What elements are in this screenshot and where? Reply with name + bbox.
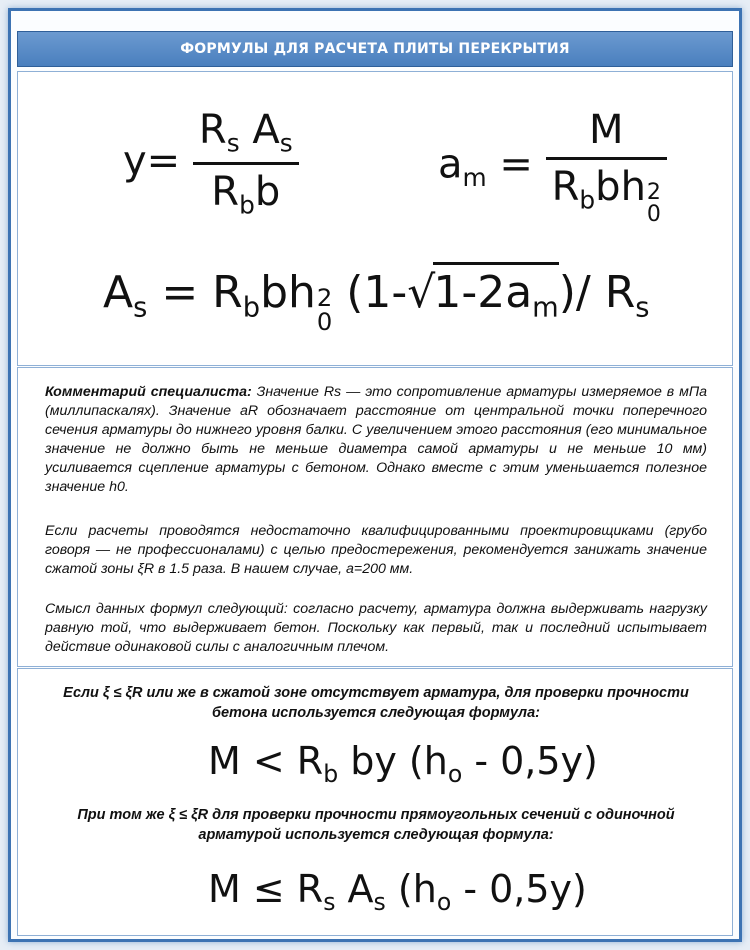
formula-am-fraction [546, 107, 667, 226]
condition-text-1: Если ξ ≤ ξR или же в сжатой зоне отсутствует арматура, для проверки прочности бетона используется следующая формула: [63, 685, 689, 721]
comment-lead: Комментарий специалиста: [45, 384, 252, 400]
formula-am: $a_m$ = M $R_bbh$ 2 0 [438, 107, 667, 226]
strength-check-section [17, 668, 733, 936]
formula-y-denominator: $R_bb$ [211, 168, 281, 220]
formula-y-fraction [193, 107, 299, 219]
fraction-bar [193, 162, 299, 165]
formula-rect-section-check: $M \le R_s$ $A_s$ $(h_o - 0,5y)$ [208, 867, 587, 917]
formula-y-lhs: y= [123, 138, 181, 185]
formula-y-numerator: $R_s$ $A_s$ [198, 107, 293, 158]
formula-as: $A_s = R_bbh$ 2 0 $(1-√1-2a_m)/$ $R_s$ [103, 262, 650, 334]
formula-concrete-check: $M < R_b$ by $(h_o - 0,5y)$ [208, 739, 598, 789]
comment-section [17, 367, 733, 667]
sqrt-radicand: $1-2a_m$ [433, 262, 558, 324]
title-banner [17, 31, 733, 67]
comment-text-1: Значение Rs — это сопротивление арматуры измеряемое в мПа (миллипаскалях). Значение aR обозначает расстояние от центральной точки поперечного сечения арматуры до нижнего уровня балки. С увеличением этого расстояния (его минимальное значение не должно быть не меньше диаметра самой арматуры и не меньше 10 мм) усиливается сцепление арматуры с бетоном. Однако вместе с этим уменьшается полезное значение h0. [45, 384, 707, 495]
formula-am-numerator: M [589, 107, 624, 153]
comment-paragraph-2: Если расчеты проводятся недостаточно квалифицированными проектировщиками (грубо говоря — не профессионалами) с целью предостережения, рекомендуется занижать значение сжатой зоны ξR в 1.5 раза. В нашем случае, a=200 мм. [45, 523, 707, 577]
formula-am-denominator: $R_bbh$ 2 0 [551, 164, 661, 227]
page-title: ФОРМУЛЫ ДЛЯ РАСЧЕТА ПЛИТЫ ПЕРЕКРЫТИЯ [180, 41, 570, 57]
condition-text-2: При том же ξ ≤ ξR для проверки прочности прямоугольных сечений с одиночной арматурой используется следующая формула: [77, 807, 675, 843]
fraction-bar [546, 157, 667, 160]
formula-card [8, 8, 742, 942]
formulas-section [17, 71, 733, 366]
formula-y [123, 107, 299, 219]
comment-paragraph-1 [45, 383, 707, 497]
comment-paragraph-3: Смысл данных формул следующий: согласно расчету, арматура должна выдерживать нагрузку равную той, что выдерживает бетон. Поскольку как первый, так и последний испытывает действие одинаковой силы с аналогичным плечом. [45, 601, 707, 655]
